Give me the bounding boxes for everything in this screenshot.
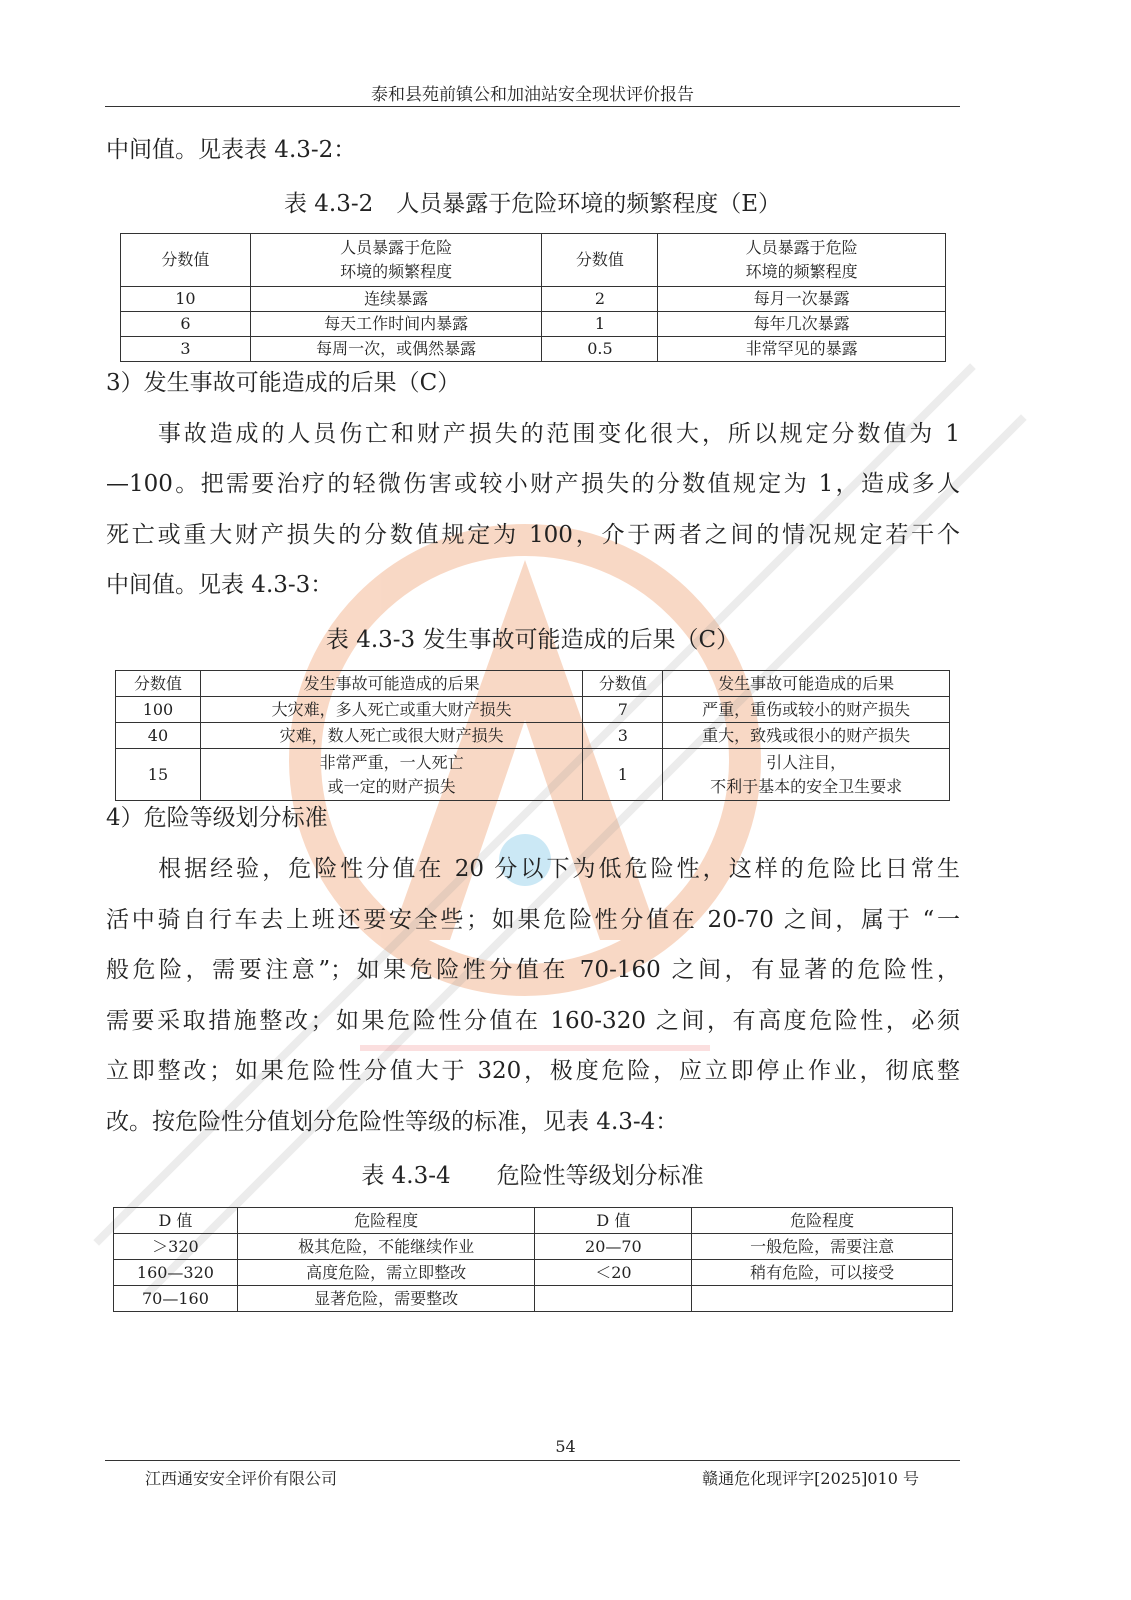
table-cell: 人员暴露于危险 环境的频繁程度 <box>250 234 542 287</box>
table-cell: 3 <box>583 723 663 749</box>
table-cell: 发生事故可能造成的后果 <box>663 671 950 697</box>
table-header-row <box>116 671 950 697</box>
table-cell: 20—70 <box>535 1234 692 1260</box>
table-cell: 高度危险，需立即整改 <box>237 1260 535 1286</box>
paragraph-line: 死亡或重大财产损失的分数值规定为 100，介于两者之间的情况规定若干个 <box>106 521 960 548</box>
table-cell: 连续暴露 <box>250 287 542 312</box>
table-row <box>114 1234 953 1260</box>
table-exposure-frequency <box>120 233 946 362</box>
table-cell: 危险程度 <box>692 1208 953 1234</box>
table-consequences <box>115 670 950 801</box>
table-cell: 灾难，数人死亡或很大财产损失 <box>200 723 583 749</box>
table-cell: 0.5 <box>542 337 658 362</box>
header-divider <box>105 106 960 107</box>
table-cell: 160—320 <box>114 1260 238 1286</box>
table-cell: 人员暴露于危险 环境的频繁程度 <box>658 234 946 287</box>
paragraph-line: —100。把需要治疗的轻微伤害或较小财产损失的分数值规定为 1，造成多人 <box>106 471 960 498</box>
table-row <box>116 723 950 749</box>
table-row <box>116 697 950 723</box>
table2-caption: 表 4.3-2 人员暴露于危险环境的频繁程度（E） <box>283 191 782 217</box>
paragraph-line: 活中骑自行车去上班还要安全些；如果危险性分值在 20-70 之间，属于 “一 <box>106 906 960 933</box>
paragraph-line: 中间值。见表 4.3-3： <box>106 571 334 598</box>
table-risk-levels <box>113 1207 953 1312</box>
table-cell: ＜20 <box>535 1260 692 1286</box>
table-row <box>114 1260 953 1286</box>
table-cell: 发生事故可能造成的后果 <box>200 671 583 697</box>
table-cell: 稍有危险，可以接受 <box>692 1260 953 1286</box>
paragraph-line: 般危险，需要注意”；如果危险性分值在 70-160 之间，有显著的危险性， <box>106 957 960 983</box>
watermark-brand-band <box>360 1045 710 1051</box>
table-cell: 7 <box>583 697 663 723</box>
table-cell: 非常严重，一人死亡 或一定的财产损失 <box>200 749 583 801</box>
footer-company: 江西通安安全评价有限公司 <box>145 1469 338 1488</box>
table-cell: 大灾难，多人死亡或重大财产损失 <box>200 697 583 723</box>
paragraph-line: 立即整改；如果危险性分值大于 320，极度危险，应立即停止作业，彻底整 <box>106 1058 960 1084</box>
table-cell: 重大，致残或很小的财产损失 <box>663 723 950 749</box>
table-cell: 每月一次暴露 <box>658 287 946 312</box>
paragraph-line: 根据经验，危险性分值在 20 分以下为低危险性，这样的危险比日常生 <box>106 856 960 882</box>
table-cell: D 值 <box>535 1208 692 1234</box>
table-cell: 引人注目， 不利于基本的安全卫生要求 <box>663 749 950 801</box>
table-cell: 每年几次暴露 <box>658 312 946 337</box>
table-cell: 2 <box>542 287 658 312</box>
page-number: 54 <box>555 1437 576 1456</box>
table-cell: 一般危险，需要注意 <box>692 1234 953 1260</box>
table-cell <box>692 1286 953 1312</box>
table-row <box>121 287 946 312</box>
footer-divider <box>105 1460 960 1461</box>
table-cell: 极其危险，不能继续作业 <box>237 1234 535 1260</box>
table-cell: 1 <box>583 749 663 801</box>
table-cell: 每周一次，或偶然暴露 <box>250 337 542 362</box>
table-cell: 每天工作时间内暴露 <box>250 312 542 337</box>
table-cell: 3 <box>121 337 251 362</box>
table-cell: 10 <box>121 287 251 312</box>
table-cell: 分数值 <box>542 234 658 287</box>
table-cell: 70—160 <box>114 1286 238 1312</box>
table-cell: 15 <box>116 749 201 801</box>
paragraph-line: 事故造成的人员伤亡和财产损失的范围变化很大，所以规定分数值为 1 <box>106 421 960 447</box>
table-cell: 显著危险，需要整改 <box>237 1286 535 1312</box>
paragraph-line: 需要采取措施整改；如果危险性分值在 160-320 之间，有高度危险性，必须 <box>106 1007 960 1034</box>
table3-caption: 表 4.3-3 发生事故可能造成的后果（C） <box>325 627 740 653</box>
table-cell: 100 <box>116 697 201 723</box>
table-cell: 严重，重伤或较小的财产损失 <box>663 697 950 723</box>
footer-doc-number: 赣通危化现评字[2025]010 号 <box>702 1469 919 1488</box>
intro-line: 中间值。见表表 4.3-2： <box>106 137 357 163</box>
table-row <box>121 337 946 362</box>
table-header-row <box>121 234 946 287</box>
table-cell: 非常罕见的暴露 <box>658 337 946 362</box>
table-cell: 1 <box>542 312 658 337</box>
section3-title: 3）发生事故可能造成的后果（C） <box>106 370 461 396</box>
table-cell: 40 <box>116 723 201 749</box>
table-cell: D 值 <box>114 1208 238 1234</box>
table-cell: ＞320 <box>114 1234 238 1260</box>
page-header-title: 泰和县苑前镇公和加油站安全现状评价报告 <box>371 85 694 105</box>
table-cell: 分数值 <box>116 671 201 697</box>
table-row <box>114 1286 953 1312</box>
table4-caption: 表 4.3-4 危险性等级划分标准 <box>361 1163 704 1189</box>
table-cell: 6 <box>121 312 251 337</box>
table-header-row <box>114 1208 953 1234</box>
paragraph-line: 改。按危险性分值划分危险性等级的标准，见表 4.3-4： <box>106 1108 679 1135</box>
table-row <box>116 749 950 801</box>
table-cell <box>535 1286 692 1312</box>
section4-title: 4）危险等级划分标准 <box>106 805 328 831</box>
table-row <box>121 312 946 337</box>
table-cell: 危险程度 <box>237 1208 535 1234</box>
table-cell: 分数值 <box>121 234 251 287</box>
table-cell: 分数值 <box>583 671 663 697</box>
